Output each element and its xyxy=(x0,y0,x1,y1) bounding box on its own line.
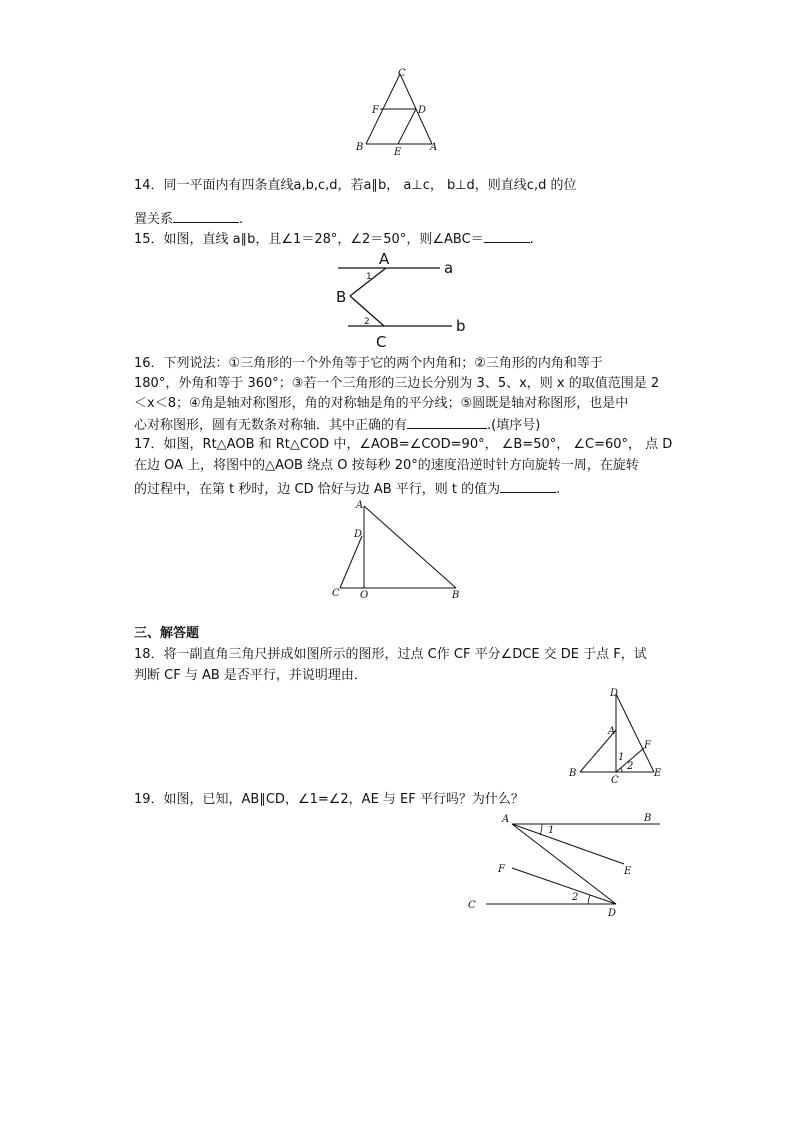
q14-end: . xyxy=(239,212,244,227)
label-A: A xyxy=(430,142,438,153)
q17-answer-blank[interactable] xyxy=(500,478,556,493)
q19-label-B: B xyxy=(644,813,652,824)
q16-line4-text: 心对称图形，圆有无数条对称轴．其中正确的有 xyxy=(134,418,408,433)
q16-line4 xyxy=(134,414,674,436)
q15-label-b: b xyxy=(456,317,466,335)
q18-label-A: A xyxy=(608,726,616,737)
q18-label-E: E xyxy=(654,768,662,779)
q15-answer-blank[interactable] xyxy=(484,228,530,243)
q17-label-C: C xyxy=(332,588,340,599)
label-E: E xyxy=(394,147,402,158)
q14-answer-blank[interactable] xyxy=(173,208,239,223)
q15-text-line xyxy=(134,228,674,250)
q19-label-1: 1 xyxy=(548,825,555,836)
figure-q18 xyxy=(566,686,670,786)
q15-label-a: a xyxy=(444,259,454,277)
q14-line2-text: 置关系 xyxy=(134,212,174,227)
q17-line1: 17．如图，Rt△AOB 和 Rt△COD 中，∠AOB=∠COD=90°， ∠B=50°， ∠C=60°， 点 D xyxy=(134,437,673,452)
q15-label-A: A xyxy=(379,250,390,268)
q18-label-D: D xyxy=(610,688,619,699)
q16-line3: ＜x＜8；④角是轴对称图形，角的对称轴是角的平分线；⑤圆既是轴对称图形，也是中 xyxy=(134,396,629,411)
q14-line2 xyxy=(134,208,674,230)
figure-triangle-top xyxy=(350,64,450,156)
q19-label-D: D xyxy=(608,908,617,919)
q18-label-F: F xyxy=(644,740,651,751)
label-D: D xyxy=(418,105,427,116)
q18-line2: 判断 CF 与 AB 是否平行，并说明理由． xyxy=(134,668,367,683)
q18-label-1: 1 xyxy=(618,752,625,763)
label-F: F xyxy=(372,105,379,116)
q15-label-1: 1 xyxy=(366,272,372,282)
q19-label-2: 2 xyxy=(572,892,579,903)
q17-line2: 在边 OA 上，将图中的△AOB 绕点 O 按每秒 20°的速度沿逆时针方向旋转一周，在旋转 xyxy=(134,458,639,473)
figure-q17 xyxy=(330,500,470,606)
q14-line1: 14．同一平面内有四条直线a,b,c,d，若a∥b， a⊥c， b⊥d，则直线c,d 的位 xyxy=(134,178,577,193)
q17-line3 xyxy=(134,478,674,500)
label-B: B xyxy=(356,142,364,153)
q15-label-C: C xyxy=(376,333,387,351)
figure-q15 xyxy=(336,250,476,350)
q15-text: 15．如图，直线 a∥b，且∠1＝28°，∠2＝50°，则∠ABC＝ xyxy=(134,232,484,247)
q17-label-B: B xyxy=(452,590,460,601)
q18-label-B: B xyxy=(569,768,577,779)
q19-label-E: E xyxy=(624,866,632,877)
q18-line1: 18．将一副直角三角尺拼成如图所示的图形，过点 C作 CF 平分∠DCE 交 DE 于点 F，试 xyxy=(134,647,647,662)
q15-label-B: B xyxy=(336,288,347,306)
q15-end: . xyxy=(529,232,534,247)
label-C: C xyxy=(398,68,406,79)
q18-label-C: C xyxy=(611,775,619,786)
q17-label-A: A xyxy=(356,500,364,511)
q16-line1: 16．下列说法：①三角形的一个外角等于它的两个内角和；②三角形的内角和等于 xyxy=(134,356,603,371)
q17-label-O: O xyxy=(360,590,369,601)
q15-label-2: 2 xyxy=(364,317,370,327)
q16-answer-blank[interactable] xyxy=(407,414,487,429)
q17-label-D: D xyxy=(354,529,363,540)
q17-line3-text: 的过程中，在第 t 秒时，边 CD 恰好与边 AB 平行，则 t 的值为 xyxy=(134,482,501,497)
figure-q19 xyxy=(462,808,672,918)
q16-line4-end: .(填序号) xyxy=(487,418,541,433)
q17-end: . xyxy=(556,482,561,497)
section-title: 三、解答题 xyxy=(134,626,200,641)
q16-line2: 180°，外角和等于 360°；③若一个三角形的三边长分别为 3、5、x，则 x 的取值范围是 2 xyxy=(134,376,660,391)
q19-text: 19．如图，已知，AB∥CD，∠1=∠2，AE 与 EF 平行吗？为什么？ xyxy=(134,792,524,807)
q18-label-2: 2 xyxy=(627,761,634,772)
q19-label-A: A xyxy=(502,814,510,825)
q19-label-C: C xyxy=(468,900,476,911)
q19-label-F: F xyxy=(498,864,505,875)
